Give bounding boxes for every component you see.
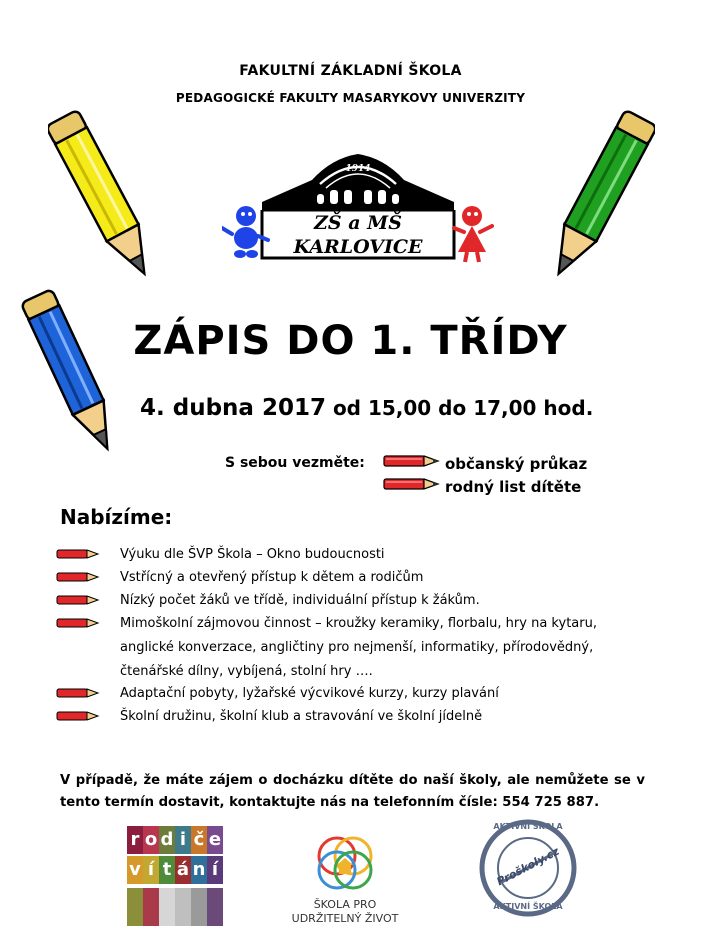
blue-pencil-icon <box>18 280 128 470</box>
contact-note: V případě, že máte zájem o docházku dítěte do naší školy, ale nemůžete se v tento termín dostavit, kontaktujte nás na telefonním čísle: 554 725 887. <box>60 773 645 810</box>
red-pencil-bullet-icon <box>55 570 101 584</box>
green-pencil-icon <box>545 98 655 298</box>
bring-item: občanský průkaz <box>445 455 588 473</box>
skola-pro-udrzitelny-zivot-logo <box>285 832 405 932</box>
offer-item: Mimoškolní zájmovou činnost – kroužky keramiky, florbalu, hry na kytaru, <box>120 616 597 631</box>
red-pencil-bullet-icon <box>55 709 101 723</box>
offer-item: Vstřícný a otevřený přístup k dětem a rodičům <box>120 570 424 585</box>
offer-item: Nízký počet žáků ve třídě, individuální přístup k žákům. <box>120 593 480 608</box>
bring-item: rodný list dítěte <box>445 478 582 496</box>
red-pencil-bullet-icon <box>55 593 101 607</box>
red-pencil-bullet-icon <box>382 476 442 492</box>
logo-text-line2: UDRŽITELNÝ ŽIVOT <box>291 912 399 925</box>
school-name-line1: FAKULTNÍ ZÁKLADNÍ ŠKOLA <box>239 63 462 79</box>
logo-letter: v <box>127 856 143 884</box>
seal-top-text: AKTIVNÍ ŠKOLA <box>493 822 563 831</box>
logo-letter: e <box>207 826 223 854</box>
offer-item: Výuku dle ŠVP Škola – Okno budoucnosti <box>120 547 385 562</box>
red-pencil-bullet-icon <box>55 686 101 700</box>
logo-letter: č <box>191 826 207 854</box>
logo-letter: t <box>159 856 175 884</box>
red-pencil-bullet-icon <box>55 547 101 561</box>
school-name-line2: PEDAGOGICKÉ FAKULTY MASARYKOVY UNIVERZITY <box>175 91 526 105</box>
offer-heading: Nabízíme: <box>60 505 173 529</box>
school-logo <box>222 140 494 272</box>
offer-item: Školní družinu, školní klub a stravování ve školní jídelně <box>120 709 483 724</box>
red-pencil-bullet-icon <box>382 453 442 469</box>
bring-label: S sebou vezměte: <box>225 455 365 471</box>
rodice-vitani-logo <box>127 826 227 926</box>
logo-letter: n <box>191 856 207 884</box>
logo-text-line1: ŠKOLA PRO <box>313 898 377 911</box>
offer-item-continued: čtenářské dílny, vybíjená, stolní hry …. <box>120 664 373 679</box>
event-time: od 15,00 do 17,00 hod. <box>332 396 594 420</box>
logo-letter: r <box>127 826 143 854</box>
event-day: 4. dubna 2017 <box>140 395 326 421</box>
page-title: ZÁPIS DO 1. TŘÍDY <box>133 318 568 364</box>
seal-center-text: Proškoly.cz <box>494 844 562 889</box>
event-date <box>140 395 593 421</box>
logo-letter: á <box>175 856 191 884</box>
offer-item: Adaptační pobyty, lyžařské výcvikové kurzy, kurzy plavání <box>120 686 499 701</box>
logo-name-line2: KARLOVICE <box>293 236 423 258</box>
red-pencil-bullet-icon <box>55 616 101 630</box>
logo-letter: d <box>159 826 175 854</box>
logo-name-line1: ZŠ a MŠ <box>314 212 402 234</box>
offer-item-continued: anglické konverzace, angličtiny pro nejmenší, informatiky, přírodovědný, <box>120 640 594 655</box>
aktivni-skola-seal <box>478 818 578 918</box>
logo-letter: o <box>143 826 159 854</box>
seal-bottom-text: AKTIVNÍ ŠKOLA <box>493 902 563 911</box>
logo-letter: í <box>207 856 223 884</box>
yellow-pencil-icon <box>48 98 158 298</box>
logo-letter: i <box>175 826 191 854</box>
logo-year: 1914 <box>345 164 371 174</box>
logo-letter: í <box>143 856 159 884</box>
